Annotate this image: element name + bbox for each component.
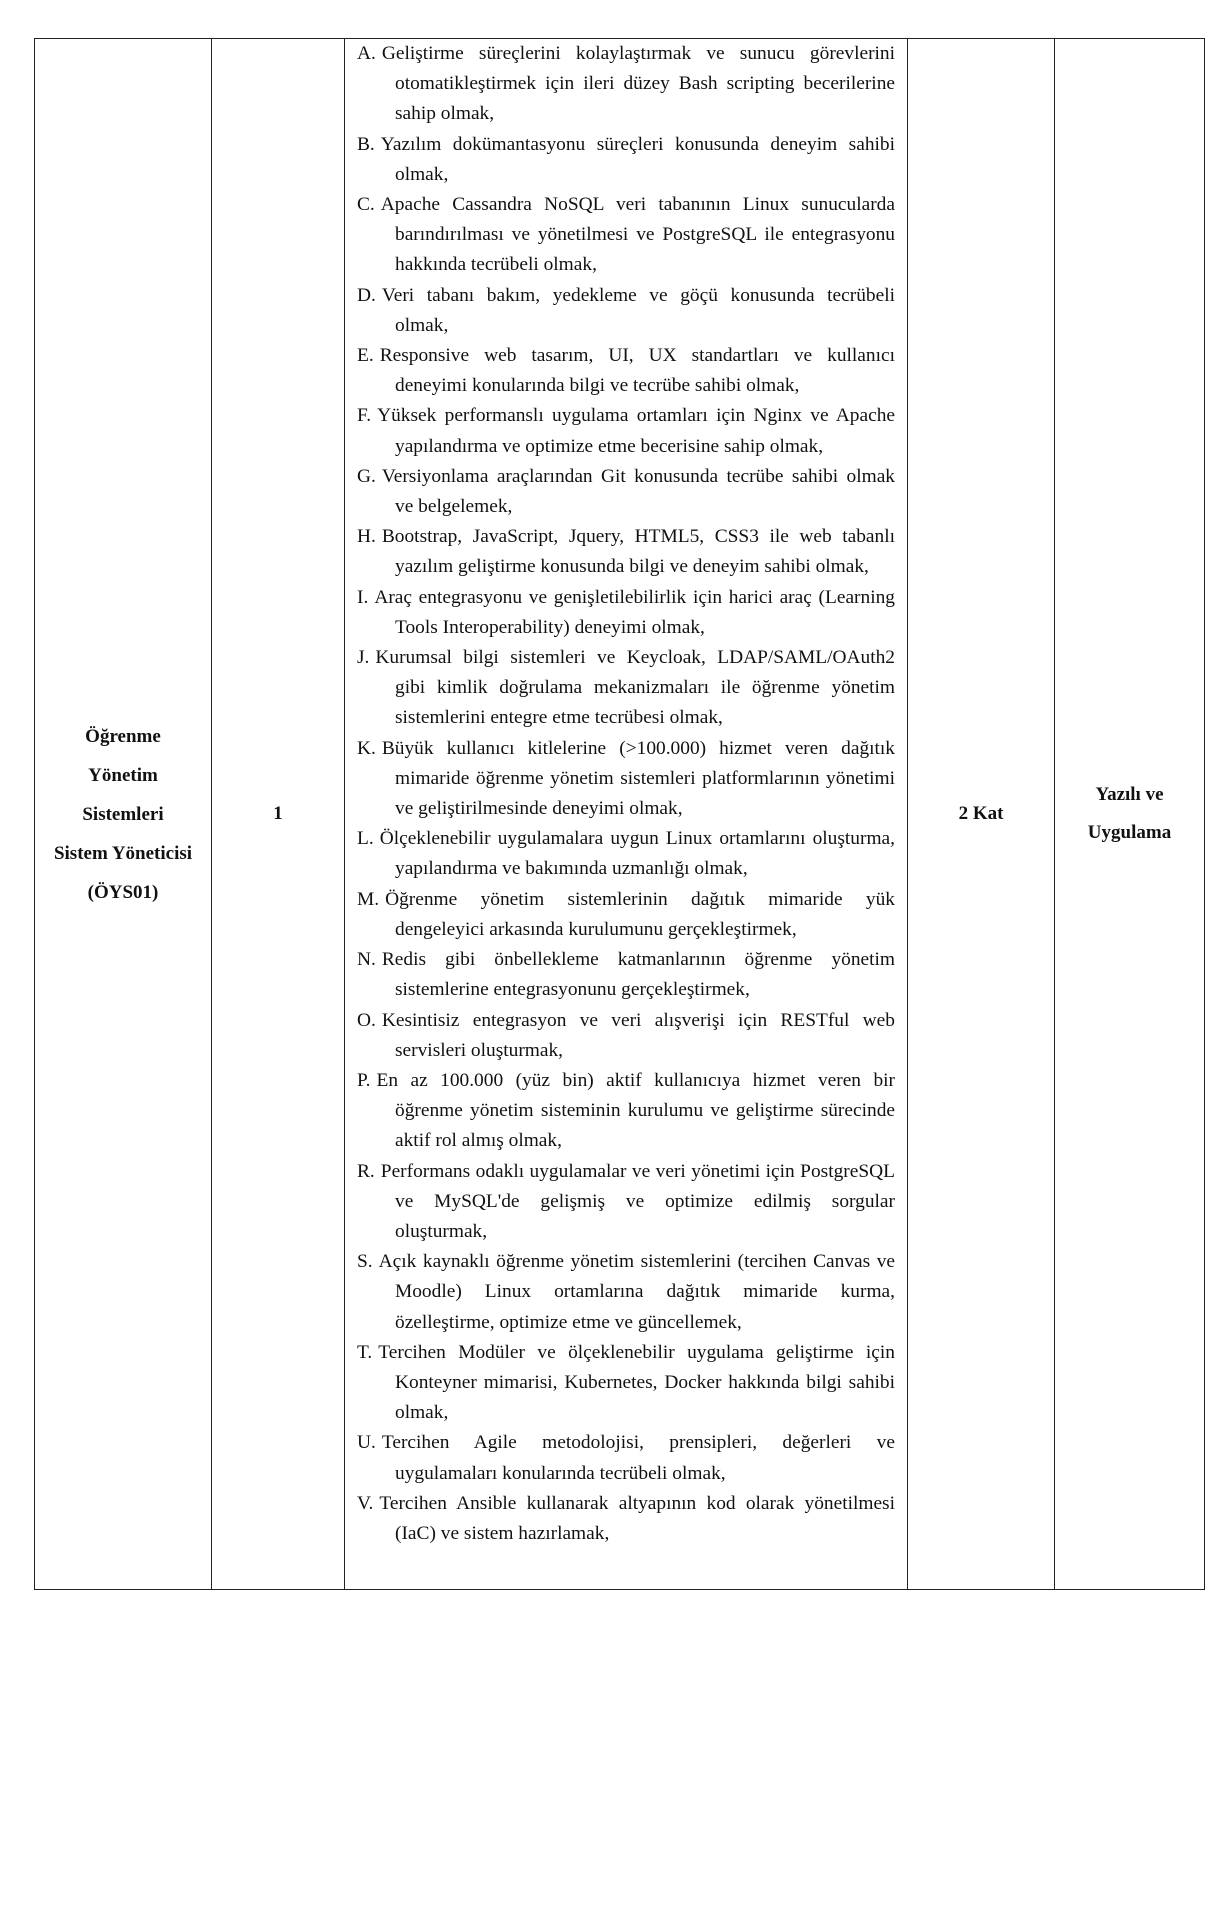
position-name-cell xyxy=(35,39,212,1590)
score-multiplier-cell xyxy=(908,39,1055,1590)
requirements-table xyxy=(34,38,1205,1590)
qualification-text: Tercihen Ansible kullanarak altyapının kod olarak yönetilmesi (IaC) ve sistem hazırlamak, xyxy=(379,1492,895,1544)
qualification-text: Bootstrap, JavaScript, Jquery, HTML5, CSS3 ile web tabanlı yazılım geliştirme konusunda bilgi ve deneyim sahibi olmak, xyxy=(381,526,895,578)
qualification-text: Öğrenme yönetim sistemlerinin dağıtık mimaride yük dengeleyici arkasında kurulumunu gerçekleştirmek, xyxy=(385,888,895,940)
qualification-text: Performans odaklı uygulamalar ve veri yönetimi için PostgreSQL ve MySQL'de gelişmiş ve optimize edilmiş sorgular oluşturmak, xyxy=(380,1160,895,1242)
qualification-item xyxy=(357,1489,895,1549)
qualifications-cell xyxy=(345,39,908,1590)
qualification-item xyxy=(357,1006,895,1066)
qualification-letter: E. xyxy=(357,345,374,367)
qualification-letter: B. xyxy=(357,133,375,155)
qualification-item xyxy=(357,341,895,401)
qualification-text: Versiyonlama araçlarından Git konusunda tecrübe sahibi olmak ve belgelemek, xyxy=(381,465,895,518)
exam-type-line: Yazılı ve xyxy=(1095,784,1164,805)
qualification-letter: S. xyxy=(357,1251,373,1273)
qualification-item xyxy=(357,885,895,945)
qualification-item xyxy=(357,945,895,1005)
qualification-letter: H. xyxy=(357,526,376,548)
qualification-item xyxy=(357,401,895,461)
qualification-letter: D. xyxy=(357,284,376,306)
qualification-letter: T. xyxy=(357,1341,373,1363)
qualification-item xyxy=(357,643,895,734)
qualification-letter: N. xyxy=(357,949,376,971)
qualification-item xyxy=(357,583,895,643)
qualification-letter: O. xyxy=(357,1009,376,1031)
qualification-item xyxy=(357,1247,895,1338)
qualification-text: Kurumsal bilgi sistemleri ve Keycloak, LDAP/SAML/OAuth2 gibi kimlik doğrulama mekanizmaları ile öğrenme yönetim sistemlerini entegre etme tecrübesi olmak, xyxy=(375,647,895,729)
qualification-text: Tercihen Agile metodolojisi, prensipleri, değerleri ve uygulamaları konularında tecrübeli olmak, xyxy=(381,1432,895,1484)
qualification-letter: A. xyxy=(357,43,376,64)
position-name-line: Sistemleri xyxy=(82,803,164,825)
qualification-item xyxy=(357,462,895,522)
position-name-line: Öğrenme xyxy=(85,725,161,747)
qualification-text: Responsive web tasarım, UI, UX standartları ve kullanıcı deneyimi konularında bilgi ve tecrübe sahibi olmak, xyxy=(379,345,895,397)
qualification-item xyxy=(357,1066,895,1157)
exam-type-line: Uygulama xyxy=(1087,822,1172,843)
qualification-letter: F. xyxy=(357,405,372,427)
qualification-text: En az 100.000 (yüz bin) aktif kullanıcıya hizmet veren bir öğrenme yönetim sisteminin kurulumu ve geliştirme sürecinde aktif rol almış olmak, xyxy=(376,1069,895,1152)
qualifications-list xyxy=(357,39,895,1549)
qualification-item xyxy=(357,1338,895,1429)
qualification-letter: P. xyxy=(357,1069,371,1091)
qualification-item xyxy=(357,522,895,582)
position-name-line: Yönetim xyxy=(88,764,158,786)
qualification-text: Apache Cassandra NoSQL veri tabanının Linux sunucularda barındırılması ve yönetilmesi ve PostgreSQL ile entegrasyonu hakkında tecrübeli olmak, xyxy=(380,194,895,276)
qualification-text: Geliştirme süreçlerini kolaylaştırmak ve sunucu görevlerini otomatikleştirmek için ileri düzey Bash scripting becerilerine sahip olmak, xyxy=(381,43,895,125)
position-code: (ÖYS01) xyxy=(87,881,159,903)
qualification-text: Araç entegrasyonu ve genişletilebilirlik için harici araç (Learning Tools Interoperability) deneyimi olmak, xyxy=(374,586,895,638)
position-count: 1 xyxy=(273,803,283,824)
table-row xyxy=(35,39,1205,1590)
qualification-item xyxy=(357,824,895,884)
qualification-letter: K. xyxy=(357,737,376,759)
qualification-letter: G. xyxy=(357,465,376,487)
qualification-letter: I. xyxy=(357,586,369,608)
qualification-text: Redis gibi önbellekleme katmanlarının öğrenme yönetim sistemlerine entegrasyonunu gerçekleştirmek, xyxy=(381,949,895,1001)
qualification-letter: L. xyxy=(357,828,374,850)
qualification-item xyxy=(357,281,895,341)
qualification-text: Kesintisiz entegrasyon ve veri alışverişi için RESTful web servisleri oluşturmak, xyxy=(381,1009,895,1061)
qualification-item xyxy=(357,734,895,825)
qualification-letter: R. xyxy=(357,1160,375,1182)
qualification-text: Tercihen Modüler ve ölçeklenebilir uygulama geliştirme için Konteyner mimarisi, Kubernetes, Docker hakkında bilgi sahibi olmak, xyxy=(378,1341,895,1424)
qualification-item xyxy=(357,130,895,190)
exam-type-cell xyxy=(1055,39,1205,1590)
qualification-letter: C. xyxy=(357,194,375,216)
qualification-text: Yüksek performanslı uygulama ortamları için Nginx ve Apache yapılandırma ve optimize etme becerisine sahip olmak, xyxy=(377,405,895,457)
qualification-text: Açık kaynaklı öğrenme yönetim sistemlerini (tercihen Canvas ve Moodle) Linux ortamlarına dağıtık mimaride kurma, özelleştirme, optimize etme ve güncellemek, xyxy=(378,1251,895,1333)
qualification-item xyxy=(357,1157,895,1248)
qualification-letter: U. xyxy=(357,1432,376,1454)
qualification-text: Veri tabanı bakım, yedekleme ve göçü konusunda tecrübeli olmak, xyxy=(381,284,895,336)
qualification-text: Ölçeklenebilir uygulamalara uygun Linux ortamlarını oluşturma, yapılandırma ve bakımında uzmanlığı olmak, xyxy=(379,828,895,880)
qualification-letter: V. xyxy=(357,1492,374,1514)
position-count-cell xyxy=(212,39,345,1590)
qualification-item xyxy=(357,39,895,130)
qualification-letter: M. xyxy=(357,888,380,910)
qualification-item xyxy=(357,190,895,281)
qualification-text: Yazılım dokümantasyonu süreçleri konusunda deneyim sahibi olmak, xyxy=(380,133,895,185)
qualification-item xyxy=(357,1428,895,1488)
qualification-text: Büyük kullanıcı kitlelerine (>100.000) hizmet veren dağıtık mimaride öğrenme yönetim sistemleri platformlarının yönetimi ve geliştirilmesinde deneyimi olmak, xyxy=(381,737,895,820)
position-name-line: Sistem Yöneticisi xyxy=(53,842,193,864)
score-multiplier: 2 Kat xyxy=(958,803,1004,824)
qualification-letter: J. xyxy=(357,647,370,669)
